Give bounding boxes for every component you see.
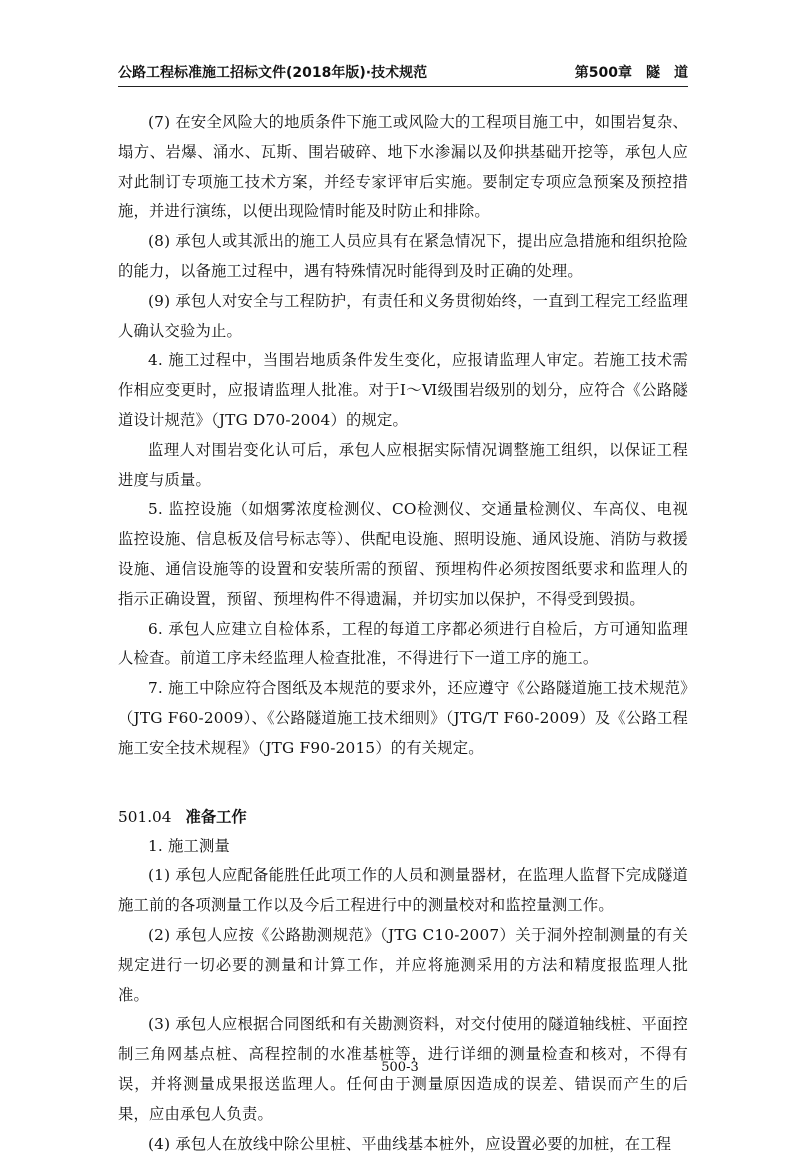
page-number: 500-3 — [0, 1060, 800, 1075]
section-number: 501.04 — [118, 808, 172, 826]
page-body — [118, 108, 688, 1159]
paragraph: 4. 施工过程中，当围岩地质条件发生变化，应报请监理人审定。若施工技术需作相应变更时，应报请监理人批准。对于Ⅰ～Ⅵ级围岩级别的划分，应符合《公路隧道设计规范》（JTG D70-2004）的规定。 — [118, 346, 688, 435]
paragraph: 6. 承包人应建立自检体系，工程的每道工序都必须进行自检后，方可通知监理人检查。前道工序未经监理人检查批准，不得进行下一道工序的施工。 — [118, 615, 688, 675]
paragraph: (9) 承包人对安全与工程防护，有责任和义务贯彻始终，一直到工程完工经监理人确认交验为止。 — [118, 287, 688, 347]
page-header — [118, 58, 688, 87]
paragraph: 5. 监控设施（如烟雾浓度检测仪、CO检测仪、交通量检测仪、车高仪、电视监控设施、信息板及信号标志等）、供配电设施、照明设施、通风设施、消防与救援设施、通信设施等的设置和安装所需的预留、预埋构件必须按图纸要求和监理人的指示正确设置，预留、预埋构件不得遗漏，并切实加以保护，不得受到毁损。 — [118, 495, 688, 614]
subsection-heading: 1. 施工测量 — [118, 832, 688, 862]
section-title: 准备工作 — [186, 808, 247, 826]
paragraph: (7) 在安全风险大的地质条件下施工或风险大的工程项目施工中，如围岩复杂、塌方、岩爆、涌水、瓦斯、围岩破碎、地下水渗漏以及仰拱基础开挖等，承包人应对此制订专项施工技术方案，并经专家评审后实施。要制定专项应急预案及预控措施，并进行演练，以便出现险情时能及时防止和排除。 — [118, 108, 688, 227]
section-heading — [118, 802, 688, 832]
paragraph: (1) 承包人应配备能胜任此项工作的人员和测量器材，在监理人监督下完成隧道施工前的各项测量工作以及今后工程进行中的测量校对和监控量测工作。 — [118, 861, 688, 921]
header-chapter-title: 第500章 隧 道 — [575, 62, 688, 82]
paragraph: (4) 承包人在放线中除公里桩、平曲线基本桩外，应设置必要的加桩，在工程 — [118, 1130, 688, 1159]
paragraph: 7. 施工中除应符合图纸及本规范的要求外，还应遵守《公路隧道施工技术规范》（JTG F60-2009）、《公路隧道施工技术细则》（JTG/T F60-2009）及《公路工程施工安全技术规程》（JTG F90-2015）的有关规定。 — [118, 674, 688, 763]
paragraph: (2) 承包人应按《公路勘测规范》（JTG C10-2007）关于洞外控制测量的有关规定进行一切必要的测量和计算工作，并应将施测采用的方法和精度报监理人批准。 — [118, 921, 688, 1010]
paragraph: 监理人对围岩变化认可后，承包人应根据实际情况调整施工组织，以保证工程进度与质量。 — [118, 436, 688, 496]
paragraph: (3) 承包人应根据合同图纸和有关勘测资料，对交付使用的隧道轴线桩、平面控制三角网基点桩、高程控制的水准基桩等，进行详细的测量检查和核对，不得有误，并将测量成果报送监理人。任何由于测量原因造成的误差、错误而产生的后果，应由承包人负责。 — [118, 1010, 688, 1129]
paragraph: (8) 承包人或其派出的施工人员应具有在紧急情况下，提出应急措施和组织抢险的能力，以备施工过程中，遇有特殊情况时能得到及时正确的处理。 — [118, 227, 688, 287]
header-document-title: 公路工程标准施工招标文件(2018年版)·技术规范 — [118, 62, 427, 82]
